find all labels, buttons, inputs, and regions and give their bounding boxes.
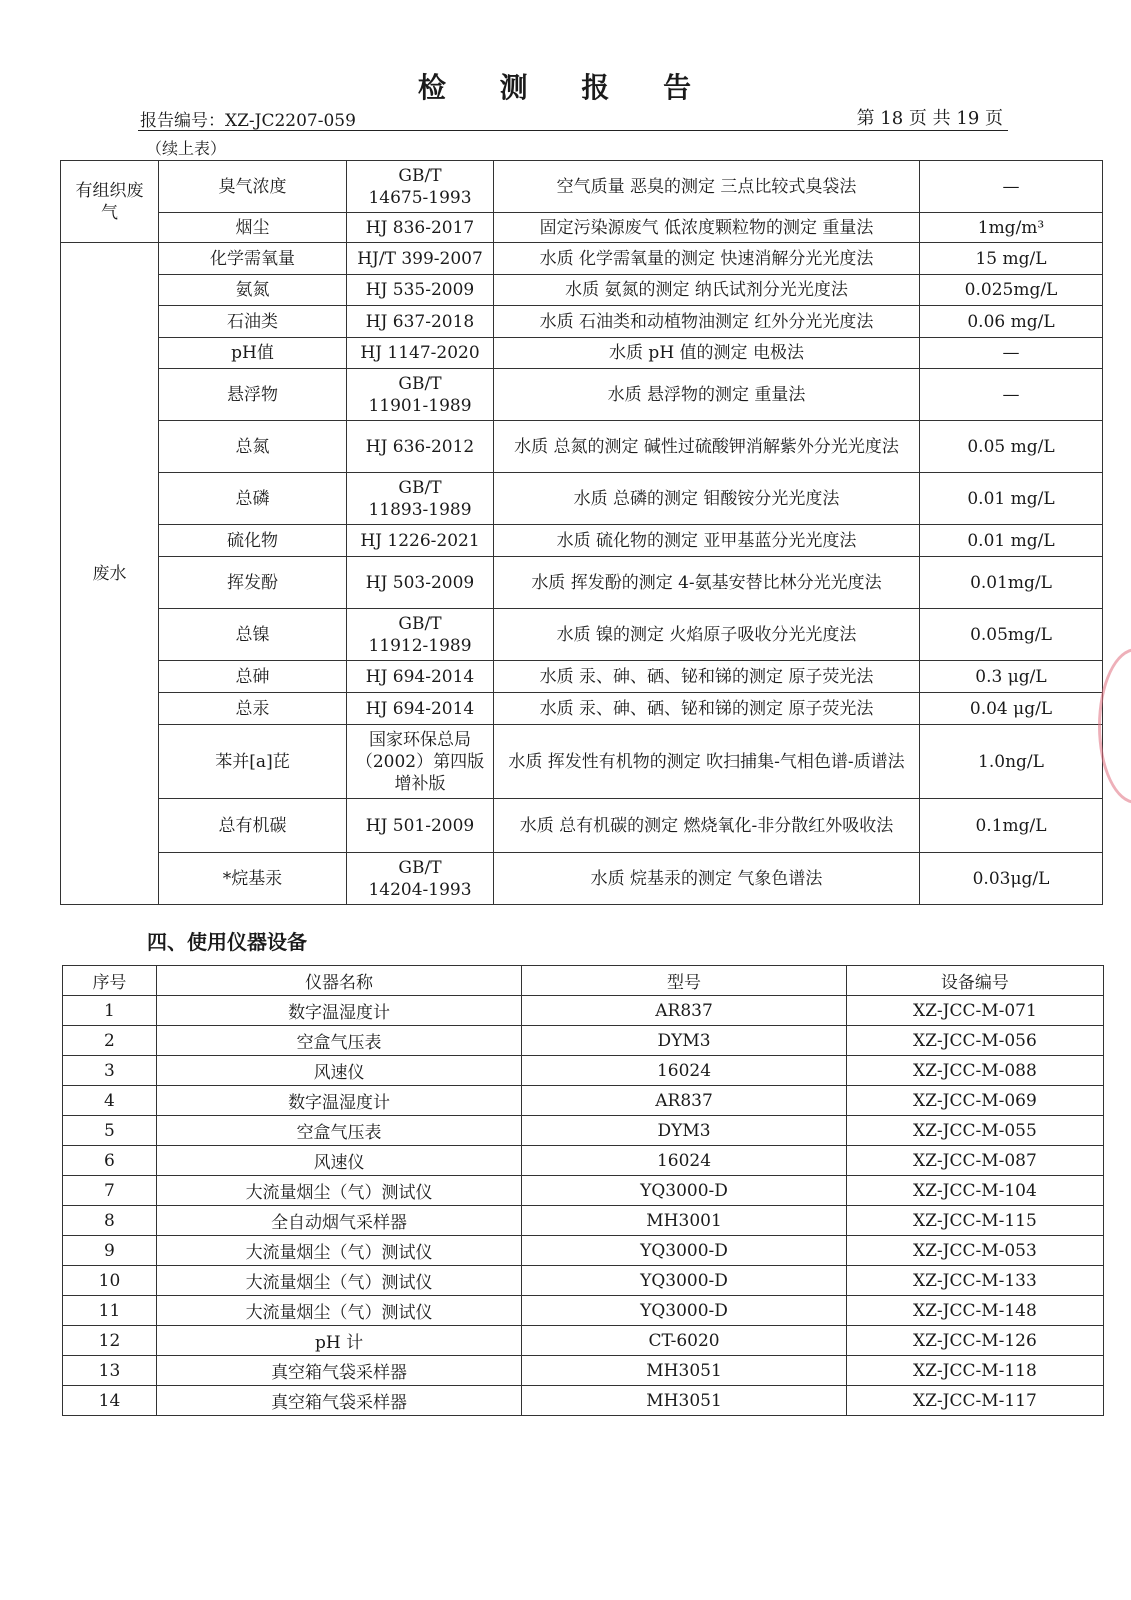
- table-row: [63, 1386, 1104, 1416]
- instrument-name-cell: 风速仪: [156, 1146, 521, 1176]
- equipment-code-cell: XZ-JCC-M-115: [846, 1206, 1103, 1236]
- table-row: [63, 1206, 1104, 1236]
- model-cell: MH3051: [522, 1356, 847, 1386]
- table-row: [61, 421, 1103, 473]
- item-cell: 苯并[a]芘: [159, 725, 347, 799]
- table-row: [61, 161, 1103, 213]
- table-row: [63, 1146, 1104, 1176]
- index-cell: 5: [63, 1116, 157, 1146]
- model-cell: 16024: [522, 1146, 847, 1176]
- table-row: [61, 275, 1103, 306]
- model-cell: AR837: [522, 996, 847, 1026]
- item-cell: 硫化物: [159, 525, 347, 557]
- methods-table: [60, 160, 1103, 905]
- table-row: [61, 693, 1103, 725]
- category-cell: 有组织废气: [61, 161, 159, 243]
- instrument-name-cell: 真空箱气袋采样器: [156, 1356, 521, 1386]
- standard-cell: HJ 694-2014: [347, 693, 494, 725]
- limit-cell: —: [920, 338, 1103, 369]
- method-cell: 水质 总氮的测定 碱性过硫酸钾消解紫外分光光度法: [494, 421, 920, 473]
- limit-cell: 0.01 mg/L: [920, 525, 1103, 557]
- index-cell: 11: [63, 1296, 157, 1326]
- table-row: [63, 1116, 1104, 1146]
- instrument-name-cell: 风速仪: [156, 1056, 521, 1086]
- document-title: 检 测 报 告: [417, 71, 714, 104]
- item-cell: *烷基汞: [159, 853, 347, 905]
- method-cell: 水质 悬浮物的测定 重量法: [494, 369, 920, 421]
- index-cell: 7: [63, 1176, 157, 1206]
- model-cell: MH3051: [522, 1386, 847, 1416]
- table-row: [61, 473, 1103, 525]
- instrument-name-cell: 大流量烟尘（气）测试仪: [156, 1296, 521, 1326]
- item-cell: 总镍: [159, 609, 347, 661]
- instrument-name-cell: 数字温湿度计: [156, 996, 521, 1026]
- table-row: [61, 306, 1103, 338]
- method-cell: 水质 烷基汞的测定 气象色谱法: [494, 853, 920, 905]
- limit-cell: 1mg/m³: [920, 213, 1103, 243]
- limit-cell: 0.05mg/L: [920, 609, 1103, 661]
- section-title: 四、使用仪器设备: [147, 930, 307, 954]
- equipment-code-cell: XZ-JCC-M-104: [846, 1176, 1103, 1206]
- standard-cell: HJ 1226-2021: [347, 525, 494, 557]
- equipment-code-cell: XZ-JCC-M-117: [846, 1386, 1103, 1416]
- report-number: 报告编号：XZ-JC2207-059: [140, 111, 356, 131]
- table-row: [63, 1236, 1104, 1266]
- standard-cell: HJ 636-2012: [347, 421, 494, 473]
- table-row: [63, 1086, 1104, 1116]
- table-row: [61, 243, 1103, 275]
- limit-cell: —: [920, 369, 1103, 421]
- item-cell: 总有机碳: [159, 799, 347, 853]
- index-cell: 14: [63, 1386, 157, 1416]
- model-cell: AR837: [522, 1086, 847, 1116]
- equipment-code-cell: XZ-JCC-M-087: [846, 1146, 1103, 1176]
- method-cell: 水质 总有机碳的测定 燃烧氧化-非分散红外吸收法: [494, 799, 920, 853]
- continued-label: （续上表）: [146, 139, 227, 158]
- item-cell: 总氮: [159, 421, 347, 473]
- instrument-name-cell: 大流量烟尘（气）测试仪: [156, 1236, 521, 1266]
- instrument-name-cell: 大流量烟尘（气）测试仪: [156, 1176, 521, 1206]
- instrument-name-cell: pH 计: [156, 1326, 521, 1356]
- instrument-name-cell: 空盒气压表: [156, 1026, 521, 1056]
- table-row: [61, 609, 1103, 661]
- standard-cell: HJ 694-2014: [347, 661, 494, 693]
- index-cell: 3: [63, 1056, 157, 1086]
- equipment-code-cell: XZ-JCC-M-069: [846, 1086, 1103, 1116]
- index-cell: 6: [63, 1146, 157, 1176]
- model-cell: MH3001: [522, 1206, 847, 1236]
- item-cell: pH值: [159, 338, 347, 369]
- item-cell: 化学需氧量: [159, 243, 347, 275]
- method-cell: 水质 硫化物的测定 亚甲基蓝分光光度法: [494, 525, 920, 557]
- item-cell: 氨氮: [159, 275, 347, 306]
- table-row: [61, 557, 1103, 609]
- index-cell: 12: [63, 1326, 157, 1356]
- model-cell: YQ3000-D: [522, 1236, 847, 1266]
- category-cell: 废水: [61, 243, 159, 905]
- model-cell: YQ3000-D: [522, 1296, 847, 1326]
- equipment-header-row: [63, 966, 1104, 996]
- limit-cell: 0.05 mg/L: [920, 421, 1103, 473]
- item-cell: 总砷: [159, 661, 347, 693]
- limit-cell: 1.0ng/L: [920, 725, 1103, 799]
- instrument-name-cell: 空盒气压表: [156, 1116, 521, 1146]
- method-cell: 水质 汞、砷、硒、铋和锑的测定 原子荧光法: [494, 693, 920, 725]
- table-row: [63, 1056, 1104, 1086]
- standard-cell: HJ 501-2009: [347, 799, 494, 853]
- col-header-code: 设备编号: [846, 966, 1103, 996]
- standard-cell: GB/T 14675-1993: [347, 161, 494, 213]
- standard-cell: 国家环保总局（2002）第四版增补版: [347, 725, 494, 799]
- method-cell: 水质 pH 值的测定 电极法: [494, 338, 920, 369]
- col-header-model: 型号: [522, 966, 847, 996]
- equipment-code-cell: XZ-JCC-M-088: [846, 1056, 1103, 1086]
- col-header-name: 仪器名称: [156, 966, 521, 996]
- standard-cell: HJ 503-2009: [347, 557, 494, 609]
- item-cell: 烟尘: [159, 213, 347, 243]
- equipment-code-cell: XZ-JCC-M-118: [846, 1356, 1103, 1386]
- limit-cell: 0.025mg/L: [920, 275, 1103, 306]
- index-cell: 4: [63, 1086, 157, 1116]
- method-cell: 水质 汞、砷、硒、铋和锑的测定 原子荧光法: [494, 661, 920, 693]
- index-cell: 13: [63, 1356, 157, 1386]
- method-cell: 水质 镍的测定 火焰原子吸收分光光度法: [494, 609, 920, 661]
- item-cell: 挥发酚: [159, 557, 347, 609]
- instrument-name-cell: 全自动烟气采样器: [156, 1206, 521, 1236]
- model-cell: CT-6020: [522, 1326, 847, 1356]
- equipment-code-cell: XZ-JCC-M-071: [846, 996, 1103, 1026]
- method-cell: 水质 挥发酚的测定 4-氨基安替比林分光光度法: [494, 557, 920, 609]
- table-row: [61, 799, 1103, 853]
- model-cell: 16024: [522, 1056, 847, 1086]
- standard-cell: GB/T 11893-1989: [347, 473, 494, 525]
- instrument-name-cell: 大流量烟尘（气）测试仪: [156, 1266, 521, 1296]
- equipment-code-cell: XZ-JCC-M-126: [846, 1326, 1103, 1356]
- limit-cell: 0.01 mg/L: [920, 473, 1103, 525]
- limit-cell: 0.03μg/L: [920, 853, 1103, 905]
- item-cell: 石油类: [159, 306, 347, 338]
- limit-cell: 0.1mg/L: [920, 799, 1103, 853]
- item-cell: 总汞: [159, 693, 347, 725]
- limit-cell: 0.3 μg/L: [920, 661, 1103, 693]
- model-cell: YQ3000-D: [522, 1266, 847, 1296]
- table-row: [61, 725, 1103, 799]
- item-cell: 总磷: [159, 473, 347, 525]
- standard-cell: HJ 836-2017: [347, 213, 494, 243]
- item-cell: 悬浮物: [159, 369, 347, 421]
- table-row: [61, 369, 1103, 421]
- item-cell: 臭气浓度: [159, 161, 347, 213]
- index-cell: 9: [63, 1236, 157, 1266]
- standard-cell: GB/T 11912-1989: [347, 609, 494, 661]
- index-cell: 10: [63, 1266, 157, 1296]
- method-cell: 水质 挥发性有机物的测定 吹扫捕集-气相色谱-质谱法: [494, 725, 920, 799]
- model-cell: DYM3: [522, 1026, 847, 1056]
- equipment-code-cell: XZ-JCC-M-133: [846, 1266, 1103, 1296]
- table-row: [63, 996, 1104, 1026]
- table-row: [61, 661, 1103, 693]
- index-cell: 2: [63, 1026, 157, 1056]
- method-cell: 水质 石油类和动植物油测定 红外分光光度法: [494, 306, 920, 338]
- equipment-code-cell: XZ-JCC-M-053: [846, 1236, 1103, 1266]
- standard-cell: HJ 637-2018: [347, 306, 494, 338]
- equipment-code-cell: XZ-JCC-M-056: [846, 1026, 1103, 1056]
- model-cell: DYM3: [522, 1116, 847, 1146]
- table-row: [63, 1026, 1104, 1056]
- table-row: [63, 1326, 1104, 1356]
- table-row: [63, 1266, 1104, 1296]
- limit-cell: 0.04 μg/L: [920, 693, 1103, 725]
- method-cell: 水质 化学需氧量的测定 快速消解分光光度法: [494, 243, 920, 275]
- col-header-index: 序号: [63, 966, 157, 996]
- page-number: 第 18 页 共 19 页: [856, 108, 1003, 129]
- table-row: [61, 525, 1103, 557]
- limit-cell: 0.06 mg/L: [920, 306, 1103, 338]
- standard-cell: HJ 535-2009: [347, 275, 494, 306]
- limit-cell: 15 mg/L: [920, 243, 1103, 275]
- equipment-table: [62, 965, 1104, 1416]
- standard-cell: HJ/T 399-2007: [347, 243, 494, 275]
- table-row: [63, 1176, 1104, 1206]
- equipment-code-cell: XZ-JCC-M-148: [846, 1296, 1103, 1326]
- standard-cell: GB/T 11901-1989: [347, 369, 494, 421]
- standard-cell: GB/T 14204-1993: [347, 853, 494, 905]
- table-row: [61, 213, 1103, 243]
- method-cell: 水质 氨氮的测定 纳氏试剂分光光度法: [494, 275, 920, 306]
- model-cell: YQ3000-D: [522, 1176, 847, 1206]
- limit-cell: —: [920, 161, 1103, 213]
- method-cell: 水质 总磷的测定 钼酸铵分光光度法: [494, 473, 920, 525]
- instrument-name-cell: 真空箱气袋采样器: [156, 1386, 521, 1416]
- table-row: [63, 1356, 1104, 1386]
- equipment-code-cell: XZ-JCC-M-055: [846, 1116, 1103, 1146]
- limit-cell: 0.01mg/L: [920, 557, 1103, 609]
- index-cell: 8: [63, 1206, 157, 1236]
- table-row: [61, 853, 1103, 905]
- standard-cell: HJ 1147-2020: [347, 338, 494, 369]
- table-row: [63, 1296, 1104, 1326]
- index-cell: 1: [63, 996, 157, 1026]
- method-cell: 固定污染源废气 低浓度颗粒物的测定 重量法: [494, 213, 920, 243]
- table-row: [61, 338, 1103, 369]
- instrument-name-cell: 数字温湿度计: [156, 1086, 521, 1116]
- header-rule: [138, 130, 1008, 131]
- method-cell: 空气质量 恶臭的测定 三点比较式臭袋法: [494, 161, 920, 213]
